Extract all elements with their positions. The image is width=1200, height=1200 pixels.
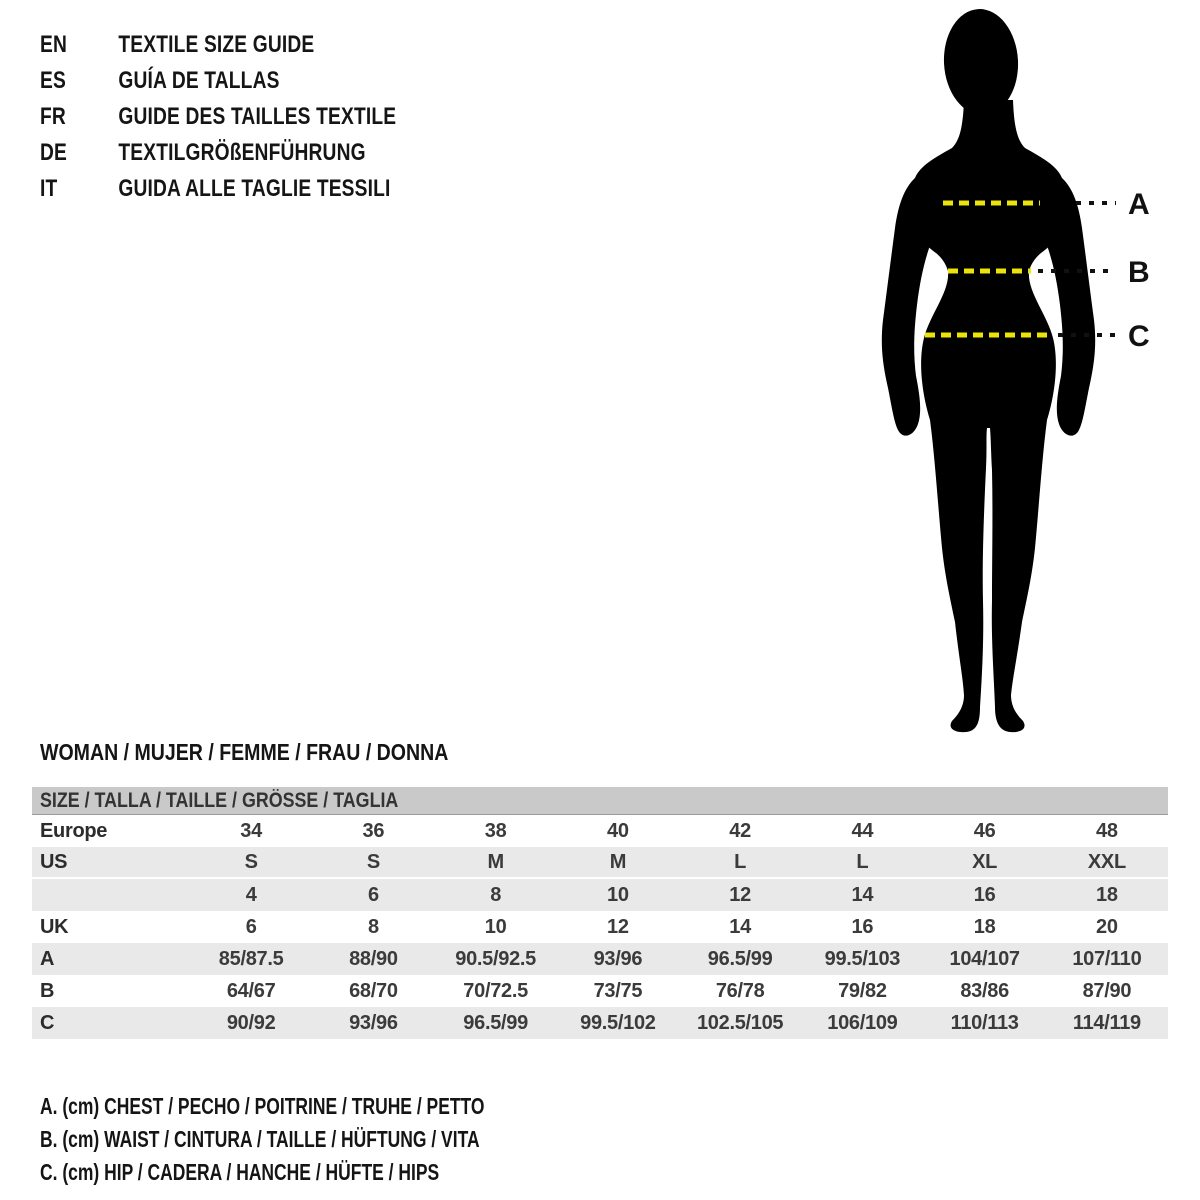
measure-value: 79/82: [838, 979, 887, 1002]
language-title: TEXTILE SIZE GUIDE: [118, 31, 315, 58]
size-value: 40: [607, 819, 629, 842]
size-value: S: [244, 850, 258, 873]
size-value: 10: [484, 915, 507, 938]
measure-value: 114/119: [1072, 1011, 1141, 1034]
waist-label: B: [1128, 256, 1150, 289]
size-value: 38: [484, 819, 507, 842]
size-value: 8: [367, 915, 379, 938]
measure-value: 96.5/99: [463, 1011, 528, 1034]
measure-value: 83/86: [960, 979, 1009, 1002]
measure-value: 110/113: [950, 1011, 1019, 1034]
legend-chest: A. (cm) CHEST / PECHO / POITRINE / TRUHE / PETTO: [40, 1093, 485, 1119]
section-title: WOMAN / MUJER / FEMME / FRAU / DONNA: [40, 739, 449, 765]
language-code: DE: [40, 139, 67, 166]
table-row-hip: [32, 1007, 1168, 1039]
measure-value: 85/87.5: [218, 947, 284, 970]
table-header: [32, 787, 1168, 815]
table-header-text: SIZE / TALLA / TAILLE / GRÖSSE / TAGLIA: [40, 789, 399, 812]
size-value: 42: [729, 819, 751, 842]
legend-hip: C. (cm) HIP / CADERA / HANCHE / HÜFTE / HIPS: [40, 1159, 440, 1185]
size-value: 6: [245, 915, 257, 938]
measurement-legend: [40, 1090, 485, 1189]
legend-waist: B. (cm) WAIST / CINTURA / TAILLE / HÜFTUNG / VITA: [40, 1126, 480, 1152]
size-value: 16: [973, 883, 996, 906]
measure-value: 70/72.5: [463, 979, 528, 1002]
size-value: M: [487, 850, 504, 873]
table-row-europe: [32, 815, 1168, 847]
size-value: L: [856, 850, 869, 873]
table-row-us-numbers: [32, 879, 1168, 911]
language-list: [40, 27, 396, 207]
size-value: 48: [1096, 819, 1118, 842]
language-code: IT: [40, 175, 58, 202]
size-value: 36: [362, 819, 385, 842]
language-code: FR: [40, 103, 66, 130]
measure-value: 68/70: [349, 979, 398, 1002]
language-code: EN: [40, 31, 67, 58]
size-value: 12: [729, 883, 751, 906]
table-row-chest: [32, 943, 1168, 975]
measure-value: 93/96: [349, 1011, 398, 1034]
measure-value: 107/110: [1072, 947, 1142, 970]
measure-value: 96.5/99: [707, 947, 773, 970]
row-label: C: [40, 1011, 55, 1034]
size-value: 14: [851, 883, 874, 906]
measure-value: 73/75: [593, 979, 643, 1002]
size-value: L: [734, 850, 747, 873]
size-value: 44: [851, 819, 874, 842]
language-title: GUÍA DE TALLAS: [118, 67, 280, 94]
size-value: XXL: [1087, 850, 1126, 873]
measure-value: 87/90: [1082, 979, 1132, 1002]
language-row-it: [40, 171, 396, 207]
measure-value: 102.5/105: [696, 1011, 784, 1034]
row-label: A: [40, 947, 55, 970]
table-row-uk: [32, 911, 1168, 943]
language-title: TEXTILGRÖßENFÜHRUNG: [118, 139, 366, 166]
size-value: 20: [1096, 915, 1118, 938]
measure-value: 106/109: [827, 1011, 898, 1034]
language-row-fr: [40, 99, 396, 135]
measure-value: 76/78: [715, 979, 765, 1002]
size-value: 18: [1096, 883, 1118, 906]
measure-value: 99.5/103: [824, 947, 901, 970]
size-value: 14: [729, 915, 751, 938]
size-table: [32, 787, 1168, 1039]
measure-value: 90/92: [226, 1011, 276, 1034]
size-value: 12: [607, 915, 629, 938]
language-title: GUIDE DES TAILLES TEXTILE: [118, 103, 397, 130]
language-row-de: [40, 135, 396, 171]
row-label: US: [40, 850, 68, 873]
size-value: 18: [973, 915, 996, 938]
measure-value: 64/67: [226, 979, 276, 1002]
size-value: 34: [240, 819, 262, 842]
chest-label: A: [1128, 188, 1150, 221]
measure-value: 104/107: [949, 947, 1020, 970]
size-value: 4: [245, 883, 257, 906]
table-row-us-letters: [32, 847, 1168, 879]
row-label: B: [40, 979, 55, 1002]
language-code: ES: [40, 67, 66, 94]
size-value: 6: [367, 883, 379, 906]
table-row-waist: [32, 975, 1168, 1007]
measure-value: 90.5/92.5: [455, 947, 536, 970]
measure-value: 99.5/102: [580, 1011, 656, 1034]
size-value: XL: [972, 850, 998, 873]
woman-silhouette-figure: [870, 0, 1200, 740]
size-value: M: [609, 850, 627, 873]
size-value: S: [366, 850, 380, 873]
language-title: GUIDA ALLE TAGLIE TESSILI: [118, 175, 391, 202]
measure-value: 93/96: [593, 947, 643, 970]
size-value: 46: [973, 819, 996, 842]
silhouette-body: [907, 100, 1070, 732]
language-row-en: [40, 27, 396, 63]
row-label: Europe: [40, 819, 108, 842]
hip-label: C: [1128, 320, 1150, 353]
measure-value: 88/90: [349, 947, 398, 970]
language-row-es: [40, 63, 396, 99]
size-value: 8: [490, 883, 502, 906]
size-value: 10: [607, 883, 629, 906]
row-label: UK: [40, 915, 69, 938]
size-value: 16: [851, 915, 874, 938]
